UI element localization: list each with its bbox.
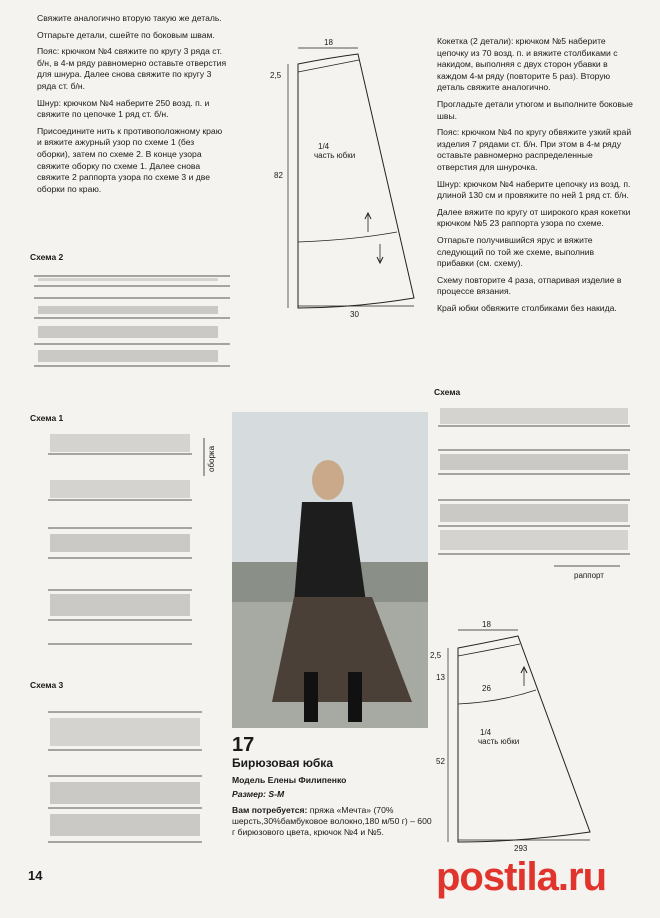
pt-h1: 2,5	[270, 71, 282, 80]
pb-h1: 2,5	[430, 651, 442, 660]
pb-mid: 26	[482, 684, 491, 693]
scheme-label: Схема	[434, 387, 461, 397]
scheme2-label: Схема 2	[30, 252, 64, 262]
model-size: Размер: S-M	[232, 789, 285, 799]
model-materials	[232, 805, 432, 838]
right-p4: Шнур: крючком №4 наберите цепочку из возд. п. длиной 130 см и провяжите по ней 1 ряд ст. б/н.	[437, 178, 631, 201]
pb-h2: 13	[436, 673, 445, 682]
scheme1-label: Схема 1	[30, 413, 64, 423]
watermark: postila.ru	[436, 855, 607, 899]
scheme3-chart	[42, 698, 242, 853]
pb-w: 18	[482, 620, 491, 629]
right-p6: Отпарьте получившийся ярус и вяжите следующий по той же схеме, выполнив прибавки (см. схему).	[437, 234, 595, 269]
pt-bottom: 30	[350, 310, 359, 319]
model-photo	[232, 412, 428, 728]
rapport-label: раппорт	[574, 571, 604, 580]
pb-h3: 52	[436, 757, 445, 766]
page-number: 14	[28, 868, 43, 883]
model-number: 17	[232, 734, 255, 756]
pt-part-label: часть юбки	[314, 151, 356, 160]
model-info	[232, 734, 432, 838]
left-p5: Присоедините нить к противоположному краю и вяжите ажурный узор по схеме 1 (без оборки), затем по схеме 2. В конце узора свяжите оборку по схеме 1. Далее снова свяжите 2 раппорта узора по схеме 3 и две оборки по краю.	[37, 125, 223, 194]
left-text	[37, 13, 227, 200]
scheme1-chart	[42, 430, 242, 660]
model-author: Модель Елены Филипенко	[232, 775, 347, 785]
pattern-top-diagram	[258, 36, 428, 326]
oborka-label: оборка	[207, 445, 216, 472]
pt-w: 18	[324, 38, 333, 47]
right-p1: Кокетка (2 детали): крючком №5 наберите цепочку из 70 возд. п. и вяжите столбиками с накидом, выполняя с двух сторон убавки в каждом 4-м ряду (повторите 5 раз). Вторую деталь свяжите аналогично.	[437, 36, 618, 93]
materials-text: пряжа «Мечта» (70% шерсть,30%бамбуковое волокно,180 м/50 г) – 600 г бирюзового цвета, крючок №4 и №5.	[232, 805, 432, 837]
right-p8: Край юбки обвяжите столбиками без накида.	[437, 302, 617, 313]
right-p7: Схему повторите 4 раза, отпаривая изделие в процессе вязания.	[437, 274, 622, 297]
pb-bottom: 293	[514, 844, 528, 853]
left-p1: Свяжите аналогично вторую такую же деталь.	[37, 13, 222, 23]
model-title: Бирюзовая юбка	[232, 756, 333, 770]
scheme3-label: Схема 3	[30, 680, 64, 690]
pb-part-label: часть юбки	[478, 737, 520, 746]
left-p2: Отпарьте детали, сшейте по боковым швам.	[37, 29, 215, 40]
pattern-bottom-diagram	[430, 618, 630, 853]
left-p3: Пояс: крючком №4 свяжите по кругу 3 ряда ст. б/н, в 4-м ряду равномерно оставьте отверстия для шнура. Далее снова свяжите по кругу 3 ряда ст. б/н.	[37, 46, 227, 91]
pt-h2: 82	[274, 171, 283, 180]
pb-part: 1/4	[480, 728, 492, 737]
left-p4: Шнур: крючком №4 наберите 250 возд. п. и свяжите по цепочке 1 ряд ст. б/н.	[37, 97, 210, 120]
pt-part: 1/4	[318, 142, 330, 151]
scheme-chart	[434, 404, 634, 584]
right-p5: Далее вяжите по кругу от широкого края кокетки крючком №5 23 раппорта узора по схеме.	[437, 206, 631, 229]
scheme2-chart	[30, 266, 235, 386]
right-text	[437, 36, 633, 319]
right-p2: Прогладьте детали утюгом и выполните боковые швы.	[437, 98, 633, 121]
right-p3: Пояс: крючком №4 по кругу обвяжите узкий край изделия 7 рядами ст. б/н. При этом в 4-м ряду оставьте равномерно распределенные отверстия для шнурочка.	[437, 127, 632, 172]
materials-label: Вам потребуется:	[232, 805, 308, 815]
